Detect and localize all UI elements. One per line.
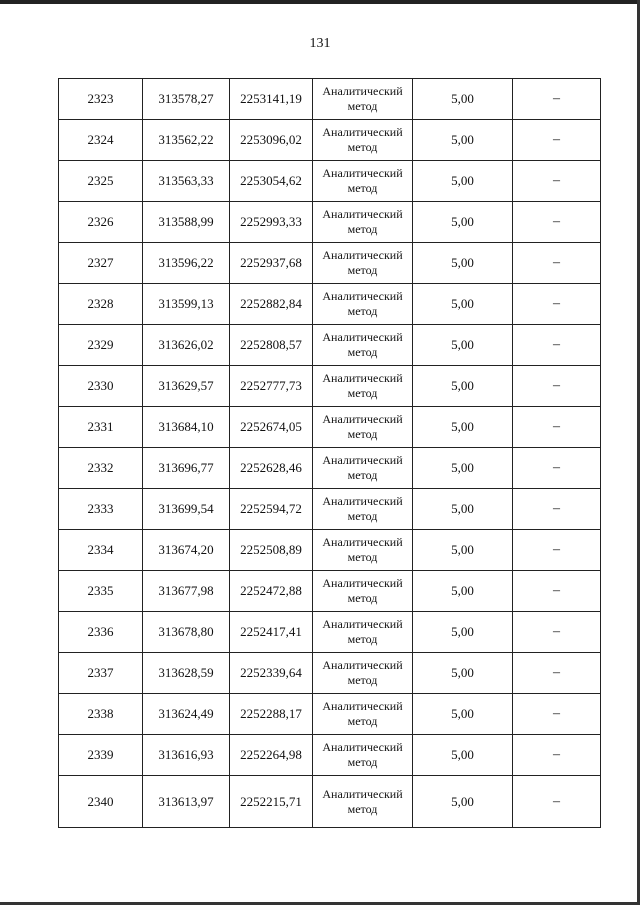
point-number-cell: 2333 — [59, 489, 143, 530]
dash-cell: – — [513, 735, 601, 776]
point-number-cell: 2331 — [59, 407, 143, 448]
accuracy-cell: 5,00 — [413, 243, 513, 284]
method-cell — [313, 407, 413, 448]
y-coordinate-cell: 2252417,41 — [230, 612, 313, 653]
table-row — [59, 612, 601, 653]
dash-cell: – — [513, 407, 601, 448]
page-number: 131 — [309, 36, 331, 51]
dash-cell: – — [513, 79, 601, 120]
page-top-edge — [0, 0, 640, 4]
x-coordinate-cell: 313596,22 — [143, 243, 230, 284]
y-coordinate-cell: 2252339,64 — [230, 653, 313, 694]
accuracy-cell: 5,00 — [413, 653, 513, 694]
accuracy-cell: 5,00 — [413, 612, 513, 653]
table-row — [59, 284, 601, 325]
method-line-1: Аналитический — [322, 412, 403, 426]
dash-cell: – — [513, 530, 601, 571]
method-cell — [313, 325, 413, 366]
accuracy-cell: 5,00 — [413, 284, 513, 325]
x-coordinate-cell: 313699,54 — [143, 489, 230, 530]
y-coordinate-cell: 2252993,33 — [230, 202, 313, 243]
method-line-1: Аналитический — [322, 658, 403, 672]
method-line-1: Аналитический — [322, 125, 403, 139]
method-line-2: метод — [347, 673, 378, 687]
method-cell — [313, 284, 413, 325]
x-coordinate-cell: 313628,59 — [143, 653, 230, 694]
y-coordinate-cell: 2252215,71 — [230, 776, 313, 828]
dash-cell: – — [513, 448, 601, 489]
method-line-2: метод — [347, 427, 378, 441]
dash-cell: – — [513, 243, 601, 284]
table-row — [59, 79, 601, 120]
x-coordinate-cell: 313599,13 — [143, 284, 230, 325]
method-cell — [313, 120, 413, 161]
x-coordinate-cell: 313563,33 — [143, 161, 230, 202]
dash-cell: – — [513, 120, 601, 161]
method-line-1: Аналитический — [322, 740, 403, 754]
method-line-1: Аналитический — [322, 248, 403, 262]
method-cell — [313, 571, 413, 612]
x-coordinate-cell: 313616,93 — [143, 735, 230, 776]
table-row — [59, 202, 601, 243]
x-coordinate-cell: 313624,49 — [143, 694, 230, 735]
method-cell — [313, 448, 413, 489]
table-row — [59, 653, 601, 694]
x-coordinate-cell: 313626,02 — [143, 325, 230, 366]
x-coordinate-cell: 313678,80 — [143, 612, 230, 653]
method-line-1: Аналитический — [322, 289, 403, 303]
dash-cell: – — [513, 653, 601, 694]
table-row — [59, 694, 601, 735]
x-coordinate-cell: 313684,10 — [143, 407, 230, 448]
y-coordinate-cell: 2253054,62 — [230, 161, 313, 202]
method-line-2: метод — [347, 181, 378, 195]
method-line-2: метод — [347, 755, 378, 769]
accuracy-cell: 5,00 — [413, 489, 513, 530]
point-number-cell: 2332 — [59, 448, 143, 489]
y-coordinate-cell: 2253096,02 — [230, 120, 313, 161]
method-line-2: метод — [347, 801, 378, 816]
table-row — [59, 366, 601, 407]
method-line-2: метод — [347, 468, 378, 482]
accuracy-cell: 5,00 — [413, 79, 513, 120]
method-line-2: метод — [347, 632, 378, 646]
table-row — [59, 407, 601, 448]
method-line-1: Аналитический — [322, 494, 403, 508]
accuracy-cell: 5,00 — [413, 325, 513, 366]
y-coordinate-cell: 2252288,17 — [230, 694, 313, 735]
point-number-cell: 2324 — [59, 120, 143, 161]
table-row — [59, 161, 601, 202]
dash-cell: – — [513, 489, 601, 530]
method-cell — [313, 366, 413, 407]
method-cell — [313, 79, 413, 120]
method-cell — [313, 694, 413, 735]
accuracy-cell: 5,00 — [413, 776, 513, 828]
accuracy-cell: 5,00 — [413, 571, 513, 612]
table-row — [59, 489, 601, 530]
dash-cell: – — [513, 202, 601, 243]
point-number-cell: 2335 — [59, 571, 143, 612]
method-line-1: Аналитический — [322, 371, 403, 385]
point-number-cell: 2337 — [59, 653, 143, 694]
table-row — [59, 448, 601, 489]
method-line-2: метод — [347, 386, 378, 400]
y-coordinate-cell: 2252808,57 — [230, 325, 313, 366]
point-number-cell: 2328 — [59, 284, 143, 325]
table-row — [59, 735, 601, 776]
dash-cell: – — [513, 694, 601, 735]
method-line-1: Аналитический — [322, 576, 403, 590]
x-coordinate-cell: 313677,98 — [143, 571, 230, 612]
method-cell — [313, 735, 413, 776]
method-line-1: Аналитический — [322, 166, 403, 180]
accuracy-cell: 5,00 — [413, 120, 513, 161]
dash-cell: – — [513, 161, 601, 202]
x-coordinate-cell: 313578,27 — [143, 79, 230, 120]
table-row — [59, 120, 601, 161]
dash-cell: – — [513, 366, 601, 407]
method-line-1: Аналитический — [322, 207, 403, 221]
method-line-2: метод — [347, 263, 378, 277]
accuracy-cell: 5,00 — [413, 366, 513, 407]
accuracy-cell: 5,00 — [413, 530, 513, 571]
x-coordinate-cell: 313613,97 — [143, 776, 230, 828]
point-number-cell: 2329 — [59, 325, 143, 366]
table-row — [59, 530, 601, 571]
y-coordinate-cell: 2253141,19 — [230, 79, 313, 120]
accuracy-cell: 5,00 — [413, 694, 513, 735]
accuracy-cell: 5,00 — [413, 735, 513, 776]
y-coordinate-cell: 2252264,98 — [230, 735, 313, 776]
method-line-2: метод — [347, 99, 378, 113]
point-number-cell: 2330 — [59, 366, 143, 407]
y-coordinate-cell: 2252594,72 — [230, 489, 313, 530]
method-line-1: Аналитический — [322, 535, 403, 549]
method-cell — [313, 161, 413, 202]
y-coordinate-cell: 2252882,84 — [230, 284, 313, 325]
point-number-cell: 2336 — [59, 612, 143, 653]
accuracy-cell: 5,00 — [413, 448, 513, 489]
method-line-2: метод — [347, 714, 378, 728]
point-number-cell: 2325 — [59, 161, 143, 202]
point-number-cell: 2339 — [59, 735, 143, 776]
point-number-cell: 2326 — [59, 202, 143, 243]
method-line-1: Аналитический — [322, 786, 403, 801]
x-coordinate-cell: 313674,20 — [143, 530, 230, 571]
table-row — [59, 776, 601, 828]
method-line-2: метод — [347, 550, 378, 564]
method-line-1: Аналитический — [322, 617, 403, 631]
y-coordinate-cell: 2252937,68 — [230, 243, 313, 284]
method-line-2: метод — [347, 591, 378, 605]
method-line-1: Аналитический — [322, 699, 403, 713]
method-cell — [313, 489, 413, 530]
method-line-2: метод — [347, 304, 378, 318]
method-line-2: метод — [347, 140, 378, 154]
method-line-1: Аналитический — [322, 330, 403, 344]
x-coordinate-cell: 313696,77 — [143, 448, 230, 489]
method-line-2: метод — [347, 345, 378, 359]
dash-cell: – — [513, 571, 601, 612]
dash-cell: – — [513, 284, 601, 325]
y-coordinate-cell: 2252777,73 — [230, 366, 313, 407]
method-line-1: Аналитический — [322, 84, 403, 98]
table-row — [59, 325, 601, 366]
method-cell — [313, 202, 413, 243]
table-row — [59, 243, 601, 284]
method-line-1: Аналитический — [322, 453, 403, 467]
method-cell — [313, 776, 413, 828]
x-coordinate-cell: 313562,22 — [143, 120, 230, 161]
method-cell — [313, 612, 413, 653]
y-coordinate-cell: 2252472,88 — [230, 571, 313, 612]
x-coordinate-cell: 313588,99 — [143, 202, 230, 243]
dash-cell: – — [513, 325, 601, 366]
accuracy-cell: 5,00 — [413, 161, 513, 202]
y-coordinate-cell: 2252508,89 — [230, 530, 313, 571]
method-cell — [313, 243, 413, 284]
point-number-cell: 2340 — [59, 776, 143, 828]
method-cell — [313, 530, 413, 571]
dash-cell: – — [513, 776, 601, 828]
dash-cell: – — [513, 612, 601, 653]
accuracy-cell: 5,00 — [413, 407, 513, 448]
point-number-cell: 2338 — [59, 694, 143, 735]
point-number-cell: 2334 — [59, 530, 143, 571]
x-coordinate-cell: 313629,57 — [143, 366, 230, 407]
coordinates-table — [58, 78, 601, 828]
method-line-2: метод — [347, 509, 378, 523]
y-coordinate-cell: 2252674,05 — [230, 407, 313, 448]
method-cell — [313, 653, 413, 694]
point-number-cell: 2323 — [59, 79, 143, 120]
method-line-2: метод — [347, 222, 378, 236]
accuracy-cell: 5,00 — [413, 202, 513, 243]
point-number-cell: 2327 — [59, 243, 143, 284]
y-coordinate-cell: 2252628,46 — [230, 448, 313, 489]
table-row — [59, 571, 601, 612]
